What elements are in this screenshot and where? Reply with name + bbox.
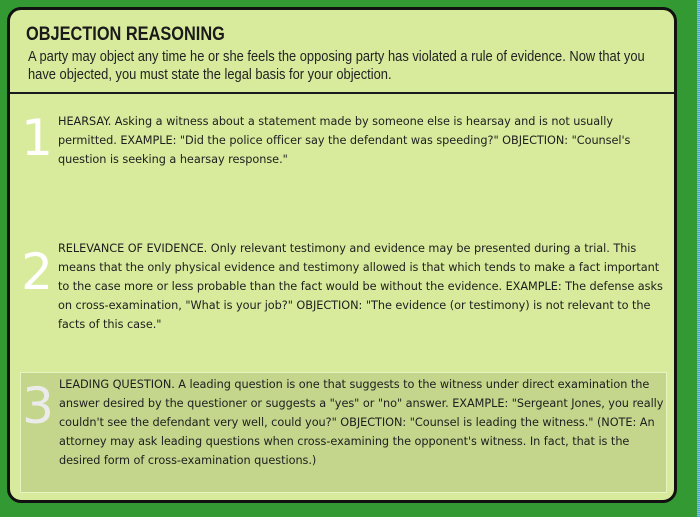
objection-reasoning-panel xyxy=(7,7,677,503)
panel-header xyxy=(10,10,674,94)
objection-item-leading-question[interactable] xyxy=(20,372,667,493)
objection-item-relevance[interactable] xyxy=(20,237,667,347)
intro-text: A party may object any time he or she feels the opposing party has violated a rule of evidence. Now that you have objected, you must state the legal basis for your objection. xyxy=(28,48,645,83)
item-number: 2 xyxy=(21,243,53,301)
objection-item-hearsay[interactable] xyxy=(20,110,667,190)
item-text: RELEVANCE OF EVIDENCE. Only relevant testimony and evidence may be presented during a trial. This means that the only physical evidence and testimony allowed is that which tends to make a fact important to the case more or less probable than the fact would be without the evidence. EXAMPLE: The defense asks on cross-examination, "What is your job?" OBJECTION: "The evidence (or testimony) is not relevant to the facts of this case." xyxy=(58,242,663,331)
item-number: 3 xyxy=(22,377,54,435)
item-text: HEARSAY. Asking a witness about a statement made by someone else is hearsay and is not usually permitted. EXAMPLE: "Did the police officer say the defendant was speeding?" OBJECTION: "Counsel's question is seeking a hearsay response." xyxy=(58,115,631,166)
page-title: OBJECTION REASONING xyxy=(26,24,225,45)
item-text: LEADING QUESTION. A leading question is one that suggests to the witness under direct examination the answer desired by the questioner or suggests a "yes" or "no" answer. EXAMPLE: "Sergeant Jones, you really couldn't see the defendant very well, could you?" OBJECTION: "Counsel is leading the witness." (NOTE: An attorney may ask leading questions when cross-examining the opponent's witness. In fact, that is the desired form of cross-examination questions.) xyxy=(59,378,664,467)
item-number: 1 xyxy=(21,109,53,167)
